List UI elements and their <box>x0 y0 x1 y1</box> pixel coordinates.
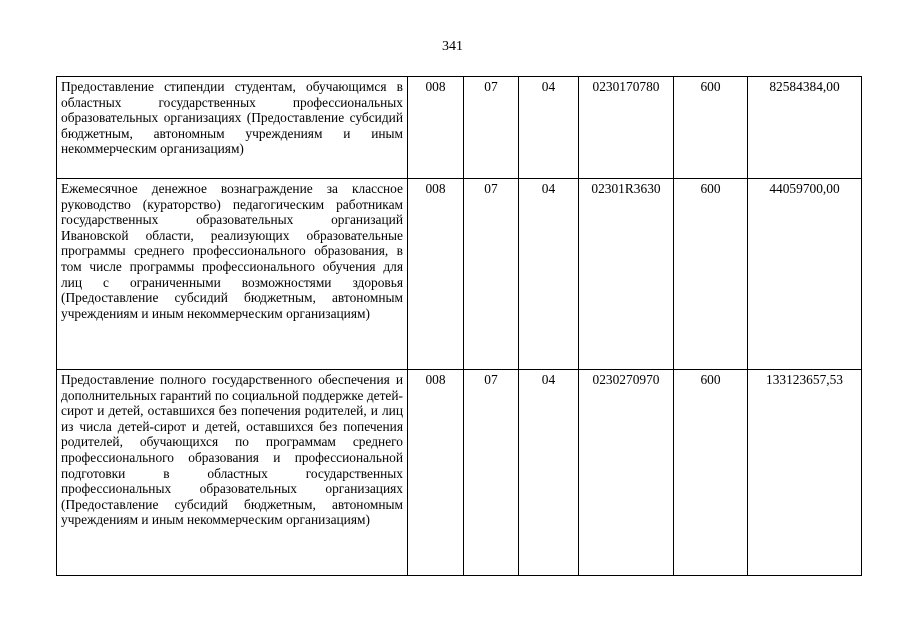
budget-table <box>56 76 862 576</box>
row-section-code: 07 <box>464 77 519 179</box>
row-description: Предоставление стипендии студентам, обучающимся в областных государственных профессиональных образовательных организациях (Предоставление субсидий бюджетным, автономным учреждениям и иным некоммерческим организациям) <box>57 77 408 179</box>
table-row <box>57 77 862 179</box>
table-row <box>57 370 862 576</box>
row-ved-code: 008 <box>408 179 464 370</box>
row-description: Ежемесячное денежное вознаграждение за классное руководство (кураторство) педагогическим работникам государственных образовательных организаций Ивановской области, реализующих образовательные программы среднего профессионального образования, в том числе программы профессионального обучения для лиц с ограниченными возможностями здоровья (Предоставление субсидий бюджетным, автономным учреждениям и иным некоммерческим организациям) <box>57 179 408 370</box>
row-ved-code: 008 <box>408 370 464 576</box>
row-ved-code: 008 <box>408 77 464 179</box>
row-target-article-code: 02301R3630 <box>579 179 674 370</box>
row-subsection-code: 04 <box>519 77 579 179</box>
row-amount: 82584384,00 <box>748 77 862 179</box>
row-subsection-code: 04 <box>519 370 579 576</box>
row-expense-type-code: 600 <box>674 77 748 179</box>
row-expense-type-code: 600 <box>674 370 748 576</box>
row-target-article-code: 0230270970 <box>579 370 674 576</box>
row-expense-type-code: 600 <box>674 179 748 370</box>
page-number: 341 <box>442 39 463 54</box>
row-section-code: 07 <box>464 179 519 370</box>
row-amount: 133123657,53 <box>748 370 862 576</box>
row-section-code: 07 <box>464 370 519 576</box>
row-target-article-code: 0230170780 <box>579 77 674 179</box>
row-description: Предоставление полного государственного обеспечения и дополнительных гарантий по социальной поддержке детей-сирот и детей, оставшихся без попечения родителей, и лиц из числа детей-сирот и детей, оставшихся без попечения родителей, обучающихся по программам среднего профессионального образования и профессиональной подготовки в областных государственных профессиональных образовательных организациях (Предоставление субсидий бюджетным, автономным учреждениям и иным некоммерческим организациям) <box>57 370 408 576</box>
table-row <box>57 179 862 370</box>
row-amount: 44059700,00 <box>748 179 862 370</box>
row-subsection-code: 04 <box>519 179 579 370</box>
